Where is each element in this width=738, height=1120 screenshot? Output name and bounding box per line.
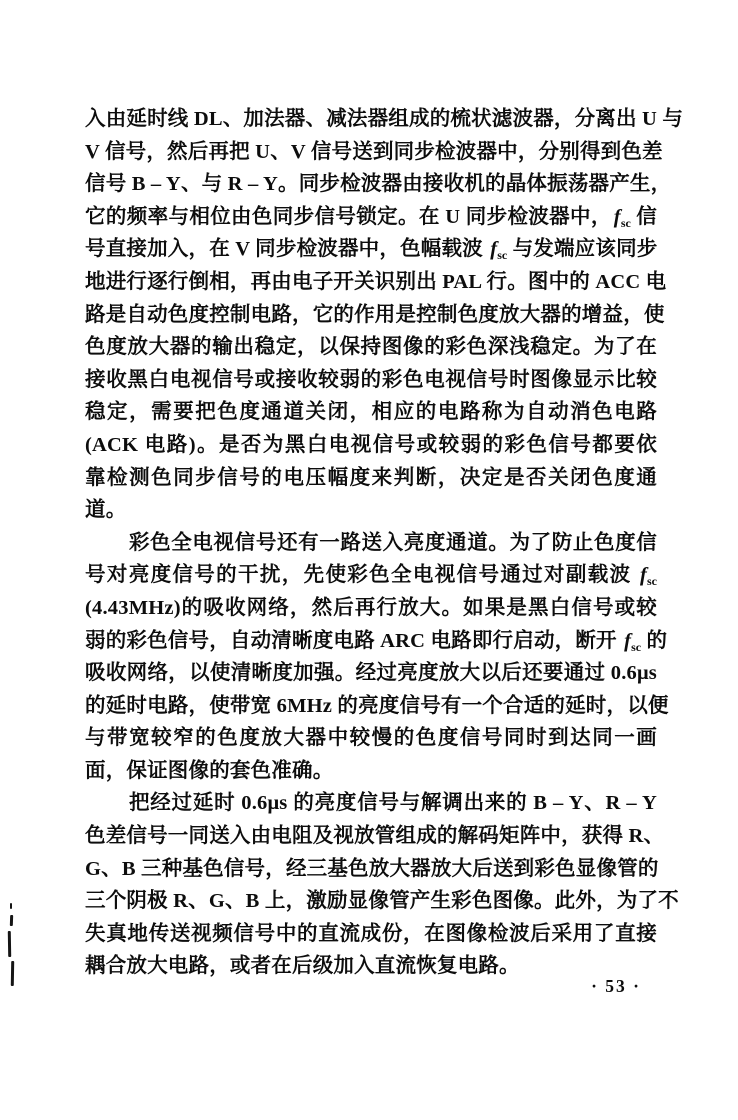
text-run: 的 <box>641 629 668 652</box>
subcarrier-f-symbol: f <box>624 629 632 652</box>
text-line <box>85 657 657 690</box>
text-run: 靠检测色同步信号的电压幅度来判断，决定是否关闭色度通 <box>85 466 657 489</box>
text-run: 的延时电路，使带宽 6MHz 的亮度信号有一个合适的延时，以便 <box>85 694 669 717</box>
text-run: (ACK 电路)。是否为黑白电视信号或较弱的彩色信号都要依 <box>85 433 657 456</box>
text-line <box>85 559 657 592</box>
text-line <box>85 233 657 266</box>
text-run: (4.43MHz)的吸收网络，然后再行放大。如果是黑白信号或较 <box>85 596 657 619</box>
text-line <box>85 755 657 788</box>
text-line <box>85 168 672 201</box>
text-line <box>85 950 657 983</box>
text-line <box>85 820 665 853</box>
text-line <box>85 722 657 755</box>
text-run: 把经过延时 0.6μs 的亮度信号与解调出来的 B – Y、R – Y <box>129 792 657 815</box>
text-run: 道。 <box>85 499 127 522</box>
text-line <box>85 103 684 136</box>
text-block <box>85 103 684 983</box>
text-line <box>85 592 657 625</box>
text-line <box>85 266 667 299</box>
text-run: 弱的彩色信号，自动清晰度电路 ARC 电路即行启动，断开 <box>85 629 623 652</box>
text-run: 彩色全电视信号还有一路送入亮度通道。为了防止色度信 <box>129 531 657 554</box>
text-line <box>85 331 657 364</box>
subcarrier-f-symbol: f <box>490 238 498 261</box>
text-run: 与发端应该同步 <box>507 238 658 261</box>
text-run: 地进行逐行倒相，再由电子开关识别出 PAL 行。图中的 ACC 电 <box>85 270 667 293</box>
text-run: 耦合放大电路，或者在后级加入直流恢复电路。 <box>85 955 520 978</box>
text-run: 色度放大器的输出稳定，以保持图像的彩色深浅稳定。为了在 <box>85 336 657 359</box>
text-run: 稳定，需要把色度通道关闭，相应的电路称为自动消色电路 <box>85 401 657 424</box>
scan-artifact-mark <box>8 931 11 957</box>
text-line <box>85 429 657 462</box>
subscript-sc: sc <box>631 639 642 654</box>
text-run: 色差信号一同送入由电阻及视放管组成的解码矩阵中，获得 R、 <box>85 825 665 848</box>
subscript-sc: sc <box>620 215 631 230</box>
text-line <box>85 201 657 234</box>
text-run: 信 <box>630 205 658 228</box>
subscript-sc: sc <box>647 574 657 589</box>
text-line <box>85 853 657 886</box>
text-run: 失真地传送视频信号中的直流成份，在图像检波后采用了直接 <box>85 922 657 945</box>
text-line <box>85 299 665 332</box>
text-run: 与带宽较窄的色度放大器中较慢的色度信号同时到达同一画 <box>85 727 657 750</box>
scan-artifact-mark <box>10 903 12 909</box>
text-run: 入由延时线 DL、加法器、减法器组成的梳状滤波器，分离出 U 与 <box>85 108 684 130</box>
subcarrier-f-symbol: f <box>639 564 647 587</box>
text-run: 接收黑白电视信号或接收较弱的彩色电视信号时图像显示比较 <box>85 368 657 391</box>
page-number: · 53 · <box>591 976 641 996</box>
subcarrier-f-symbol: f <box>613 205 621 228</box>
text-run: V 信号，然后再把 U、V 信号送到同步检波器中，分别得到色差 <box>85 140 663 163</box>
text-run: 路是自动色度控制电路，它的作用是控制色度放大器的增益，使 <box>85 303 665 326</box>
text-line <box>85 787 657 820</box>
text-line <box>85 690 669 723</box>
text-line <box>85 885 679 918</box>
text-run: 号直接加入，在 V 同步检波器中，色幅载波 <box>85 238 489 261</box>
text-run: 面，保证图像的套色准确。 <box>85 759 334 782</box>
text-line <box>85 462 657 495</box>
text-line <box>85 364 657 397</box>
text-run: 三个阴极 R、G、B 上，激励显像管产生彩色图像。此外，为了不 <box>85 890 679 913</box>
subscript-sc: sc <box>497 248 508 263</box>
text-line <box>85 494 657 527</box>
text-line <box>85 918 657 951</box>
text-line <box>85 625 668 658</box>
text-run: 它的频率与相位由色同步信号锁定。在 U 同步检波器中， <box>85 205 612 228</box>
text-line <box>85 396 657 429</box>
text-run: 吸收网络，以使清晰度加强。经过亮度放大以后还要通过 0.6μs <box>85 662 657 685</box>
text-run: G、B 三种基色信号，经三基色放大器放大后送到彩色显像管的 <box>85 857 659 880</box>
text-run: 号对亮度信号的干扰，先使彩色全电视信号通过对副载波 <box>85 564 638 587</box>
scan-artifact-mark <box>10 915 13 926</box>
text-run: 信号 B – Y、与 R – Y。同步检波器由接收机的晶体振荡器产生， <box>85 173 672 196</box>
text-line <box>85 527 657 560</box>
scan-artifact-mark <box>11 961 14 986</box>
text-line <box>85 136 663 169</box>
